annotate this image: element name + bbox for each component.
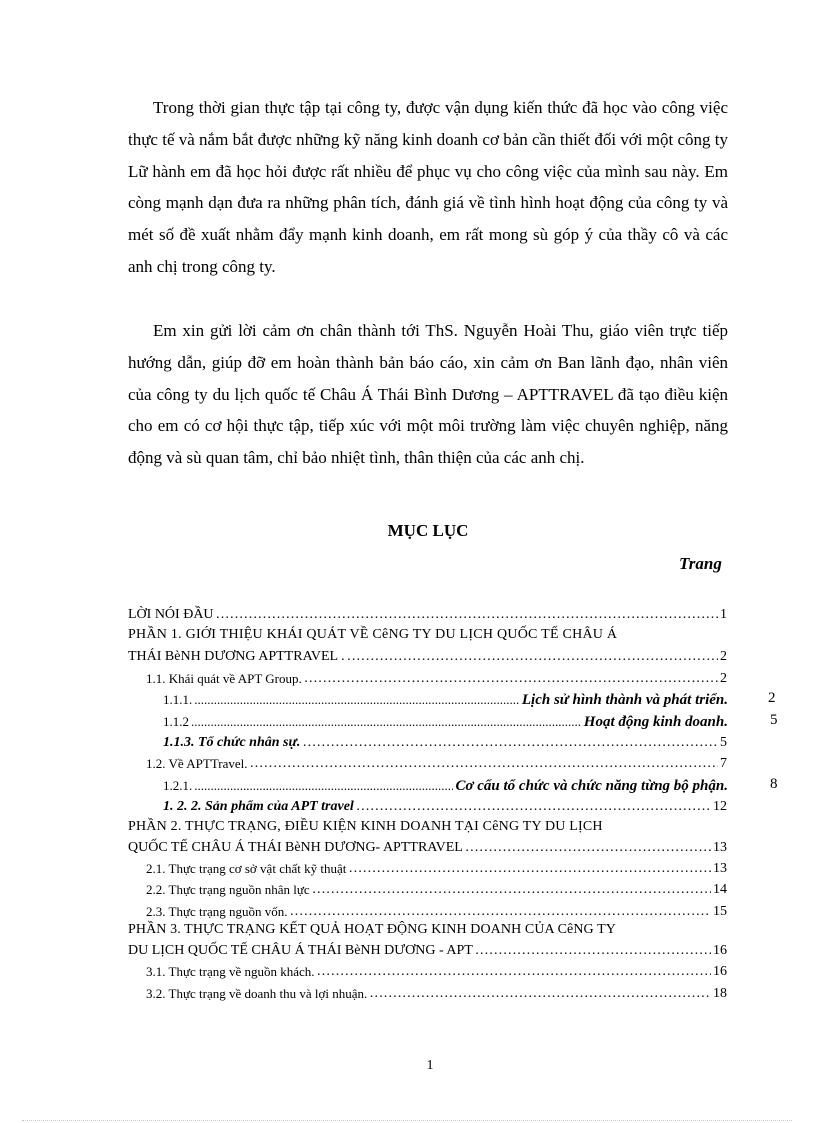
toc-entry-label: 1.1.1. bbox=[163, 692, 193, 707]
toc-entry-1-2[interactable] bbox=[146, 754, 727, 774]
toc-entry-page: 5 bbox=[770, 712, 778, 728]
toc-entry-page: 2 bbox=[720, 649, 727, 664]
toc-entry-page: 1 bbox=[720, 607, 727, 622]
toc-entry-label: 2.3. Thực trạng nguồn vốn. bbox=[146, 904, 288, 919]
toc-entry-page: 13 bbox=[713, 861, 727, 876]
toc-leader-dots bbox=[304, 669, 718, 689]
toc-entry-page: 15 bbox=[713, 904, 727, 919]
toc-entry-label: 1.2. Về APTTravel. bbox=[146, 756, 248, 771]
toc-leader-dots bbox=[347, 647, 718, 667]
toc-leader-dots bbox=[348, 859, 711, 879]
toc-entry-2-3[interactable] bbox=[146, 902, 727, 922]
toc-title: MỤC LỤC bbox=[387, 521, 469, 540]
toc-leader-dots bbox=[249, 754, 718, 774]
toc-entry-label: 1.1.3. Tổ chức nhân sự. bbox=[163, 735, 301, 750]
toc-entry-page: 18 bbox=[713, 986, 727, 1001]
toc-entry-1-1[interactable] bbox=[146, 669, 727, 689]
toc-entry-label: 1.2.1. bbox=[163, 778, 193, 793]
toc-entry-title: Hoạt động kinh doanh. bbox=[583, 714, 728, 730]
toc-entry-label: QUỐC TẾ CHÂU Á THÁI BèNH DƯƠNG- APTTRAVEL bbox=[128, 840, 463, 855]
toc-leader-dots bbox=[317, 962, 711, 982]
toc-entry-title: Cơ cấu tổ chức và chức năng từng bộ phận. bbox=[455, 778, 728, 794]
intro-paragraph: Trong thời gian thực tập tại công ty, được vận dụng kiến thức đã học vào công việc thực tế và nắm bắt được những kỹ năng kinh doanh cơ bản cần thiết đối với một công ty Lữ hành em đã học hỏi được rất nhiều để phục vụ cho công việc của mình sau này. Em còng mạnh dạn đưa ra những phân tích, đánh giá về tình hình hoạt động của công ty và mét số đề xuất nhằm đẩy mạnh kinh doanh, em rất mong sù góp ý của thầy cô và các anh chị trong công ty. bbox=[128, 98, 728, 276]
toc-leader-dots bbox=[312, 880, 711, 900]
toc-entry-page: 14 bbox=[713, 882, 727, 897]
toc-entry-phan2-line1: PHẦN 2. THỰC TRẠNG, ĐIỀU KIỆN KINH DOANH TẠI CêNG TY DU LỊCH bbox=[128, 819, 603, 834]
toc-entry-1-2-2[interactable] bbox=[163, 797, 727, 817]
toc-entry-1-2-1[interactable] bbox=[163, 776, 728, 796]
toc-entry-1-1-2[interactable] bbox=[163, 712, 728, 732]
toc-entry-page: 8 bbox=[770, 776, 778, 792]
toc-entry-title: Lịch sử hình thành và phát triển. bbox=[521, 692, 728, 708]
toc-leader-dots bbox=[369, 984, 711, 1004]
toc-leader-dots bbox=[465, 838, 711, 858]
toc-leader-dots bbox=[194, 690, 520, 710]
toc-entry-label: 3.1. Thực trạng về nguồn khách. bbox=[146, 964, 315, 979]
toc-entry-phan2[interactable] bbox=[128, 838, 727, 858]
toc-leader-dots bbox=[289, 902, 711, 922]
toc-entry-page: 5 bbox=[720, 735, 727, 750]
page-number: 1 bbox=[426, 1058, 434, 1073]
toc-leader-dots bbox=[356, 797, 711, 817]
toc-entry-1-1-1[interactable] bbox=[163, 690, 728, 710]
toc-entry-label: THÁI BèNH DƯƠNG APTTRAVEL . bbox=[128, 649, 345, 664]
toc-leader-dots bbox=[191, 712, 582, 732]
toc-entry-phan3-line1: PHẦN 3. THỰC TRẠNG KẾT QUẢ HOẠT ĐỘNG KINH DOANH CỦA CêNG TY bbox=[128, 922, 616, 937]
toc-entry-page: 12 bbox=[713, 799, 727, 814]
toc-entry-page: 16 bbox=[713, 964, 727, 979]
toc-entry-label: 1. 2. 2. Sản phẩm của APT travel bbox=[163, 799, 354, 814]
toc-entry-label: 2.2. Thực trạng nguồn nhân lực bbox=[146, 882, 310, 897]
toc-entry-loi-noi-dau[interactable] bbox=[128, 605, 727, 625]
thanks-paragraph: Em xin gửi lời cảm ơn chân thành tới ThS. Nguyễn Hoài Thu, giáo viên trực tiếp hướng dẫn, giúp đỡ em hoàn thành bản báo cáo, xin cảm ơn Ban lãnh đạo, nhân viên của công ty du lịch quốc tế Châu Á Thái Bình Dương – APTTRAVEL đã tạo điều kiện cho em có cơ hội thực tập, tiếp xúc với một môi trường làm việc chuyên nghiệp, năng động và sù quan tâm, chỉ bảo nhiệt tình, thân thiện của các anh chị. bbox=[128, 321, 728, 468]
toc-entry-phan3[interactable] bbox=[128, 941, 727, 961]
toc-entry-3-2[interactable] bbox=[146, 984, 727, 1004]
toc-entry-label: 1.1.2 bbox=[163, 714, 189, 729]
toc-entry-label: 1.1. Khái quát về APT Group. bbox=[146, 671, 302, 686]
toc-entry-page: 16 bbox=[713, 943, 727, 958]
toc-entry-phan1[interactable] bbox=[128, 647, 727, 667]
toc-entry-label: DU LỊCH QUỐC TẾ CHÂU Á THÁI BèNH DƯƠNG - APT bbox=[128, 943, 473, 958]
toc-entry-page: 13 bbox=[713, 840, 727, 855]
toc-entry-1-1-3[interactable] bbox=[163, 733, 727, 753]
toc-leader-dots bbox=[216, 605, 718, 625]
toc-entry-page: 2 bbox=[768, 690, 776, 706]
toc-entry-label: LỜI NÓI ĐẦU bbox=[128, 607, 214, 622]
toc-leader-dots bbox=[475, 941, 711, 961]
toc-page-column-header: Trang bbox=[679, 554, 722, 573]
toc-entry-phan1-line1: PHẦN 1. GIỚI THIỆU KHÁI QUÁT VỀ CêNG TY DU LỊCH QUỐC TẾ CHÂU Á bbox=[128, 627, 618, 642]
toc-entry-page: 2 bbox=[720, 671, 727, 686]
toc-entry-3-1[interactable] bbox=[146, 962, 727, 982]
toc-leader-dots bbox=[302, 733, 718, 753]
toc-entry-page: 7 bbox=[720, 756, 727, 771]
toc-entry-2-1[interactable] bbox=[146, 859, 727, 879]
toc-leader-dots bbox=[194, 776, 453, 796]
page-edge-divider bbox=[22, 1120, 792, 1121]
toc-entry-label: 3.2. Thực trạng về doanh thu và lợi nhuận. bbox=[146, 986, 368, 1001]
toc-entry-2-2[interactable] bbox=[146, 880, 727, 900]
toc-entry-label: 2.1. Thực trạng cơ sở vật chất kỹ thuật bbox=[146, 861, 347, 876]
